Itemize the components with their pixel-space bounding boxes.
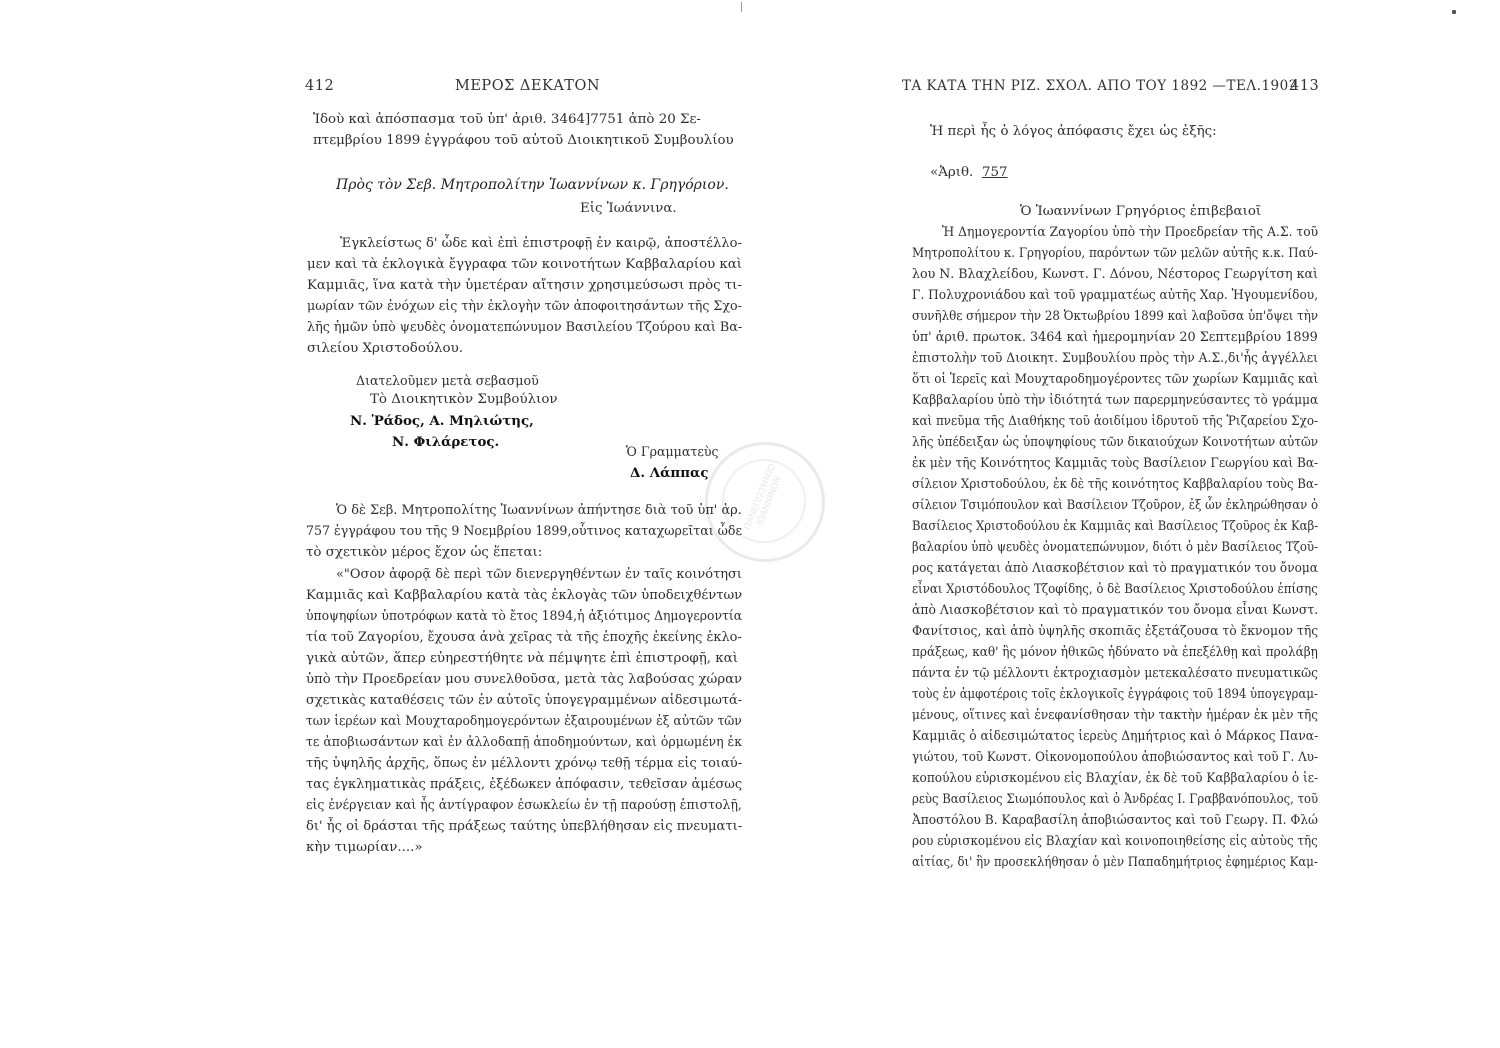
quote-line: ὑποψηφίων ὑποτρόφων κατὰ τὸ ἔτος 1894,ἡ ἀξιότιμος Δημογεροντία — [306, 609, 743, 624]
decision-line: Καμμιᾶς ὁ αἰδεσιμώτατος ἱερεὺς Δημήτριος καὶ ὁ Μάρκος Πανα- — [912, 729, 1319, 744]
letter-line: σιλείου Χριστοδούλου. — [307, 341, 463, 356]
decision-line: συνῆλθε σήμερον τὴν 28 Ὀκτωβρίου 1899 καὶ λαβοῦσα ὑπ'ὄψει τὴν — [912, 309, 1319, 324]
letter-line: Ἐγκλείστως δ' ὧδε καὶ ἐπὶ ἐπιστροφῇ ἐν καιρῷ, ἀποστέλλο- — [340, 236, 742, 251]
secretary-title: Ὁ Γραμματεὺς — [626, 444, 719, 459]
signatories: Ν. Ῥάδος, Α. Μηλιώτης, — [350, 413, 534, 429]
decision-line: μένους, οἵτινες καὶ ἐνεφανίσθησαν τὴν τακτὴν ἡμέραν ἐκ μὲν τῆς — [912, 708, 1318, 723]
decision-line: βαλαρίου ὑπὸ ψευδὲς ὀνοματεπώνυμον, διότι ὁ μὲν Βασίλειος Τζοῦ- — [912, 540, 1319, 555]
quote-line: τας ἐγκληματικὰς πράξεις, ἐξέδωκεν ἀπόφασιν, τεθεῖσαν ἀμέσως — [306, 777, 743, 792]
decision-line: τοὺς ἐν ἀμφοτέροις τοῖς ἐκλογικοῖς ἐγγράφοις τοῦ 1894 ὑπογεγραμ- — [912, 687, 1318, 702]
decision-line: καὶ πνεῦμα τῆς Διαθήκης τοῦ ἀοιδίμου ἱδρυτοῦ τῆς Ῥιζαρείου Σχο- — [912, 414, 1319, 429]
decision-line: ἐπιστολὴν τοῦ Διοικητ. Συμβουλίου πρὸς τὴν Α.Σ.,δι'ἧς ἀγγέλλει — [912, 351, 1318, 366]
left-page-number: 412 — [305, 78, 335, 94]
letter-line: μωρίαν τῶν ἐνόχων εἰς τὴν ἐκλογὴν τῶν ἀποφοιτησάντων τῆς Σχο- — [307, 299, 742, 314]
decision-line: αἰτίας, δι' ἣν προσεκλήθησαν ὁ μὲν Παπαδημήτριος ἐφημέριος Καμ- — [912, 855, 1318, 870]
decision-line: ὅτι οἱ Ἱερεῖς καὶ Μουχταροδημογέροντες τῶν χωρίων Καμμιᾶς καὶ — [912, 372, 1319, 387]
decision-line: Γ. Πολυχρονιάδου καὶ τοῦ γραμματέως αὐτῆς Χαρ. Ἡγουμενίδου, — [912, 288, 1319, 303]
closing: Διατελοῦμεν μετὰ σεβασμοῦ — [356, 373, 539, 388]
decision-line: ρος κατάγεται ἀπὸ Λιασκοβέτσιον καὶ τὸ πραγματικόν του ὄνομα — [912, 561, 1318, 576]
decision-line: Φανίτσιος, καὶ ἀπὸ ὑψηλῆς σκοπιᾶς ἐξετάζουσα τὸ ἔκνομον τῆς — [912, 624, 1319, 639]
council: Τὸ Διοικητικὸν Συμβούλιον — [370, 392, 558, 407]
decision-line: ὑπ' ἀριθ. πρωτοκ. 3464 καὶ ἡμερομηνίαν 20 Σεπτεμβρίου 1899 — [912, 330, 1318, 345]
decision-line: πάντα ἐν τῷ μέλλοντι ἐκτροχιασμὸν μετεκαλέσατο πνευματικῶς — [912, 666, 1318, 681]
decision-line: Ἀποστόλου Β. Καραβασίλη ἀποβιώσαντος καὶ τοῦ Γεωργ. Π. Φλώ — [912, 813, 1318, 828]
quote-line: σχετικὰς καταθέσεις τῶν ἐν αὐτοῖς ὑπογεγραμμένων αἰδεσιμωτά- — [306, 693, 743, 708]
decision-line: Καββαλαρίου ὑπὸ τὴν ἰδιότητά των παρερμηνεύσαντες τὸ γράμμα — [912, 393, 1319, 408]
decision-line: σίλειον Τσιμόπουλον καὶ Βασίλειον Τζοῦρον, ἐξ ὧν ἐκληρώθησαν ὁ — [912, 498, 1319, 513]
quote-line: «"Οσον ἀφορᾷ δὲ περὶ τῶν διενεργηθέντων ἐν ταῖς κοινότησι — [336, 567, 742, 582]
decision-heading: Ὁ Ἰωαννίνων Γρηγόριος ἐπιβεβαιοῖ — [1020, 204, 1262, 219]
decision-intro: Ἡ περὶ ἧς ὁ λόγος ἀπόφασις ἔχει ὡς ἑξῆς: — [930, 124, 1217, 139]
decision-line: γιώτου, τοῦ Κωνστ. Οἰκονομοπούλου ἀποβιώσαντος καὶ τοῦ Γ. Λυ- — [912, 750, 1318, 765]
letter-line: μεν καὶ τὰ ἐκλογικὰ ἔγγραφα τῶν κοινοτήτων Καββαλαρίου καὶ — [307, 257, 742, 272]
decision-line: εἶναι Χριστόδουλος Τζοφίδης, ὁ δὲ Βασίλειος Χριστοδούλου ἐπίσης — [912, 582, 1318, 597]
quote-line: γικὰ αὐτῶν, ἅπερ εὐηρεστήθητε νὰ πέμψητε ἐπὶ ἐπιστροφῇ, καὶ — [306, 651, 738, 666]
quote-line: κὴν τιμωρίαν....» — [306, 840, 423, 855]
quote-line: δι' ἧς οἱ δράσται τῆς πράξεως ταύτης ὑπεβλήθησαν εἰς πνευματι- — [306, 819, 743, 834]
secretary-name: Δ. Λάππας — [630, 465, 709, 481]
gutter-mark — [741, 2, 742, 12]
decision-line: ρεὺς Βασίλειος Σιωμόπουλος καὶ ὁ Ἀνδρέας Ι. Γραββανόπουλος, τοῦ — [912, 792, 1319, 807]
library-stamp: ΠΑΝΕΠΙΣΤΗΜΙΟ ΙΩΑΝΝΙΝΩΝ — [705, 442, 825, 562]
decision-line: Μητροπολίτου κ. Γρηγορίου, παρόντων τῶν μελῶν αὐτῆς κ.κ. Παύ- — [912, 246, 1318, 261]
reply-line: Ὁ δὲ Σεβ. Μητροπολίτης Ἰωαννίνων ἀπήντησε διὰ τοῦ ὑπ' ἀρ. — [336, 503, 742, 518]
decision-number: 757 — [982, 165, 1008, 180]
corner-mark — [1452, 10, 1456, 14]
reply-line: τὸ σχετικὸν μέρος ἔχον ὡς ἕπεται: — [306, 545, 543, 560]
quote-line: ὑπὸ τὴν Προεδρείαν μου συνελθοῦσα, μετὰ τὰς λαβούσας χώραν — [306, 672, 743, 687]
quote-line: Καμμιᾶς καὶ Καββαλαρίου κατὰ τὰς ἐκλογὰς τῶν ὑποδειχθέντων — [306, 588, 743, 603]
letter-line: Καμμιᾶς, ἵνα κατὰ τὴν ὑμετέραν αἴτησιν χρησιμεύσωσι πρὸς τι- — [307, 278, 742, 293]
left-running-title: ΜΕΡΟΣ ΔΕΚΑΤΟΝ — [455, 78, 601, 94]
decision-line: Ἡ Δημογεροντία Ζαγορίου ὑπὸ τὴν Προεδρείαν τῆς Α.Σ. τοῦ — [942, 225, 1319, 240]
quote-line: τῆς ὑψηλῆς ἀρχῆς, ὅπως ἐν μέλλοντι χρόνῳ τεθῇ τέρμα εἰς τοιαύ- — [306, 756, 743, 771]
quote-line: τε ἀποβιωσάντων καὶ ἐν ἀλλοδαπῇ ἀποδημούντων, καὶ ὁρμωμένη ἐκ — [306, 735, 743, 750]
intro-line: πτεμβρίου 1899 ἐγγράφου τοῦ αὐτοῦ Διοικητικοῦ Συμβουλίου — [313, 133, 734, 148]
letter-line: λῆς ἡμῶν ὑπὸ ψευδὲς ὀνοματεπώνυμον Βασιλείου Τζούρου καὶ Βα- — [307, 320, 743, 335]
decision-line: ἐκ μὲν τῆς Κοινότητος Καμμιᾶς τοὺς Βασίλειον Γεωργίου καὶ Βα- — [912, 456, 1319, 471]
decision-line: πράξεως, καθ' ἣς μόνον ἠθικῶς ἠδύνατο νὰ ἐπεξέλθῃ καὶ προλάβῃ — [912, 645, 1318, 660]
reply-line: 757 ἐγγράφου του τῆς 9 Νοεμβρίου 1899,οὗτινος καταχωρεῖται ὧδε — [306, 524, 742, 539]
decision-line: κοπούλου εὑρισκομένου εἰς Βλαχίαν, ἐκ δὲ τοῦ Καββαλαρίου ὁ ἱε- — [912, 771, 1319, 786]
decision-line: λῆς ὑπέδειξαν ὡς ὑποψηφίους τῶν δικαιούχων Κοινοτήτων αὐτῶν — [912, 435, 1319, 450]
right-page-number: 413 — [1290, 78, 1320, 94]
signatories: Ν. Φιλάρετος. — [392, 434, 500, 450]
intro-line: Ἰδοὺ καὶ ἀπόσπασμα τοῦ ὑπ' ἀριθ. 3464]7751 ἀπὸ 20 Σε- — [313, 112, 701, 127]
decision-line: ρου εὑρισκομένου εἰς Βλαχίαν καὶ κοινοποιηθείσης εἰς αὐτοὺς τῆς — [912, 834, 1318, 849]
quote-line: εἰς ἐνέργειαν καὶ ἧς ἀντίγραφον ἐσωκλείω ἐν τῇ παρούσῃ ἐπιστολῇ, — [306, 798, 742, 813]
decision-line: σίλειον Χριστοδούλου, ἐκ δὲ τῆς κοινότητος Καββαλαρίου τοὺς Βα- — [912, 477, 1318, 492]
addressee: Πρὸς τὸν Σεβ. Μητροπολίτην Ἰωαννίνων κ. Γρηγόριον. — [336, 177, 729, 193]
decision-line: Βασίλειος Χριστοδούλου ἐκ Καμμιᾶς καὶ Βασίλειος Τζοῦρος ἐκ Καβ- — [912, 519, 1319, 534]
destination: Εἰς Ἰωάννινα. — [580, 201, 677, 216]
decision-number-label: «Ἀριθ. — [930, 165, 974, 180]
right-running-title: ΤΑ ΚΑΤΑ ΤΗΝ ΡΙΖ. ΣΧΟΛ. ΑΠΟ ΤΟΥ 1892 —ΤΕΛ.1902 — [902, 78, 1298, 94]
quote-line: τία τοῦ Ζαγορίου, ἔχουσα ἀνὰ χεῖρας τὰ τῆς ἐποχῆς ἐκείνης ἐκλο- — [306, 630, 742, 645]
decision-line: ἀπὸ Λιασκοβέτσιον καὶ τὸ πραγματικόν του ὄνομα εἶναι Κωνστ. — [912, 603, 1319, 618]
decision-line: λου Ν. Βλαχλείδου, Κωνστ. Γ. Δόνου, Νέστορος Γεωργίτση καὶ — [912, 267, 1318, 282]
quote-line: των ἱερέων καὶ Μουχταροδημογερόντων ἐξαιρουμένων ἐξ αὐτῶν τῶν — [306, 714, 742, 729]
